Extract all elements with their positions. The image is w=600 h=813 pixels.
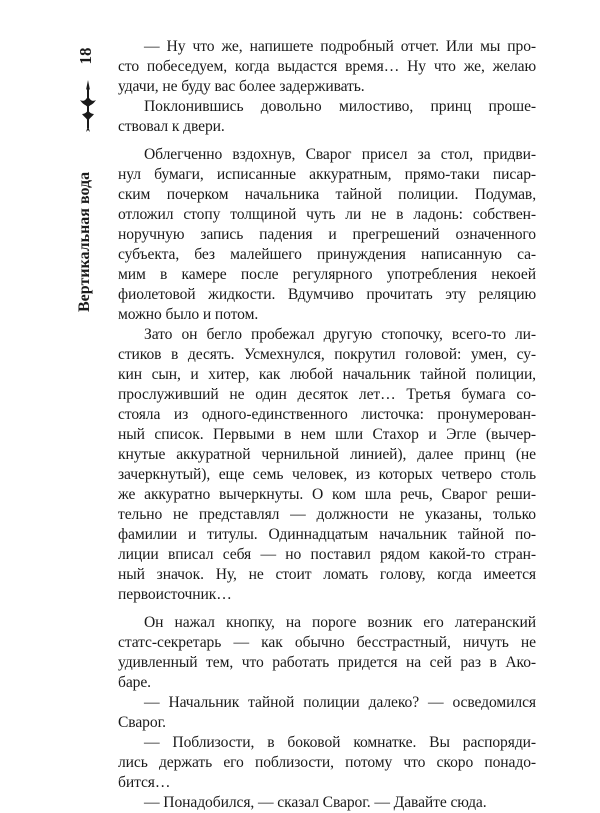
paragraph	[118, 693, 536, 733]
text-line: сто побеседуем, когда выдастся время… Ну что же, желаю	[118, 58, 536, 75]
text-line: ским почерком начальника тайной полиции. Подумав,	[118, 186, 536, 203]
text-line: ный значок. Ну, не стоит ломать голову, когда имеется	[118, 566, 536, 583]
text-line: удачи, не буду вас более задерживать.	[118, 78, 365, 95]
ornament-icon	[78, 78, 98, 134]
text-line: субъекта, без малейшего принуждения написанную са-	[118, 246, 536, 263]
text-line: бится…	[118, 774, 171, 791]
paragraph	[118, 613, 536, 693]
text-line: лись держать его поблизости, потому что скоро понадо-	[118, 754, 536, 771]
text-line: ный список. Первыми в нем шли Стахор и Эгле (вычер-	[118, 426, 536, 443]
text-line: нул бумаги, исписанные аккуратным, прямо-таки писар-	[118, 166, 536, 183]
text-line: лиции вписал себя — но поставил рядом какой-то стран-	[118, 546, 536, 563]
text-line: фамилии и титулы. Одиннадцатым начальник тайной по-	[118, 526, 536, 543]
text-line: мим в камере после регулярного употребления некоей	[118, 266, 536, 283]
text-line: фиолетовой жидкости. Вдумчиво прочитать эту реляцию	[118, 286, 536, 303]
text-line: можно было и потом.	[118, 306, 259, 323]
text-line: баре.	[118, 674, 151, 691]
text-line: Он нажал кнопку, на пороге возник его латеранский	[144, 614, 536, 631]
text-line: первоисточник…	[118, 586, 232, 603]
text-line: кнутые аккуратной чернильной линией), далее принц (не	[118, 446, 536, 463]
text-line: удивленный тем, что работать придется на сей раз в Ако-	[118, 654, 536, 671]
paragraph	[118, 145, 536, 325]
text-line: статс-секретарь — как обычно бесстрастный, ничуть не	[118, 634, 536, 651]
text-line: ствовал к двери.	[118, 118, 225, 135]
text-line: зачеркнутый), еще семь человек, из которых четверо столь	[118, 466, 536, 483]
text-line: кин сын, и хитер, как любой начальник тайной полиции,	[118, 366, 536, 383]
paragraph	[118, 37, 536, 97]
text-line: — Начальник тайной полиции далеко? — осведомился	[144, 694, 536, 711]
text-line: норучную запись падения и прегрешений означенного	[118, 226, 536, 243]
paragraph	[118, 793, 536, 813]
text-line: стиков в десять. Усмехнулся, покрутил головой: умен, су-	[118, 346, 536, 363]
text-line: Сварог.	[118, 714, 166, 731]
text-line: отложил стопу толщиной чуть ли не в ладонь: собствен-	[118, 206, 536, 223]
text-line: стояла из одного-единственного листочка: пронумерован-	[118, 406, 536, 423]
running-title: Вертикальная вода	[76, 171, 93, 312]
text-line: Облегченно вздохнув, Сварог присел за стол, придви-	[144, 146, 536, 163]
text-line: прослуживший не один десяток лет… Третья бумага со-	[118, 386, 536, 403]
paragraph	[118, 733, 536, 793]
paragraph	[118, 97, 536, 137]
text-line: — Поблизости, в боковой комнатке. Вы распоряди-	[144, 734, 536, 751]
text-line: Зато он бегло пробежал другую стопочку, всего-то ли-	[144, 326, 536, 343]
page-number: 18	[76, 47, 95, 65]
text-line: — Понадобился, — сказал Сварог. — Давайте сюда.	[144, 794, 487, 811]
text-line: — Ну что же, напишете подробный отчет. Или мы про-	[144, 38, 536, 55]
text-line: тельно не представлял — должности не указаны, только	[118, 506, 536, 523]
body-text	[118, 37, 536, 813]
paragraph	[118, 325, 536, 605]
text-line: Поклонившись довольно милостиво, принц проше-	[144, 98, 536, 115]
text-line: же аккуратно вычеркнуты. О ком шла речь, Сварог реши-	[118, 486, 536, 503]
